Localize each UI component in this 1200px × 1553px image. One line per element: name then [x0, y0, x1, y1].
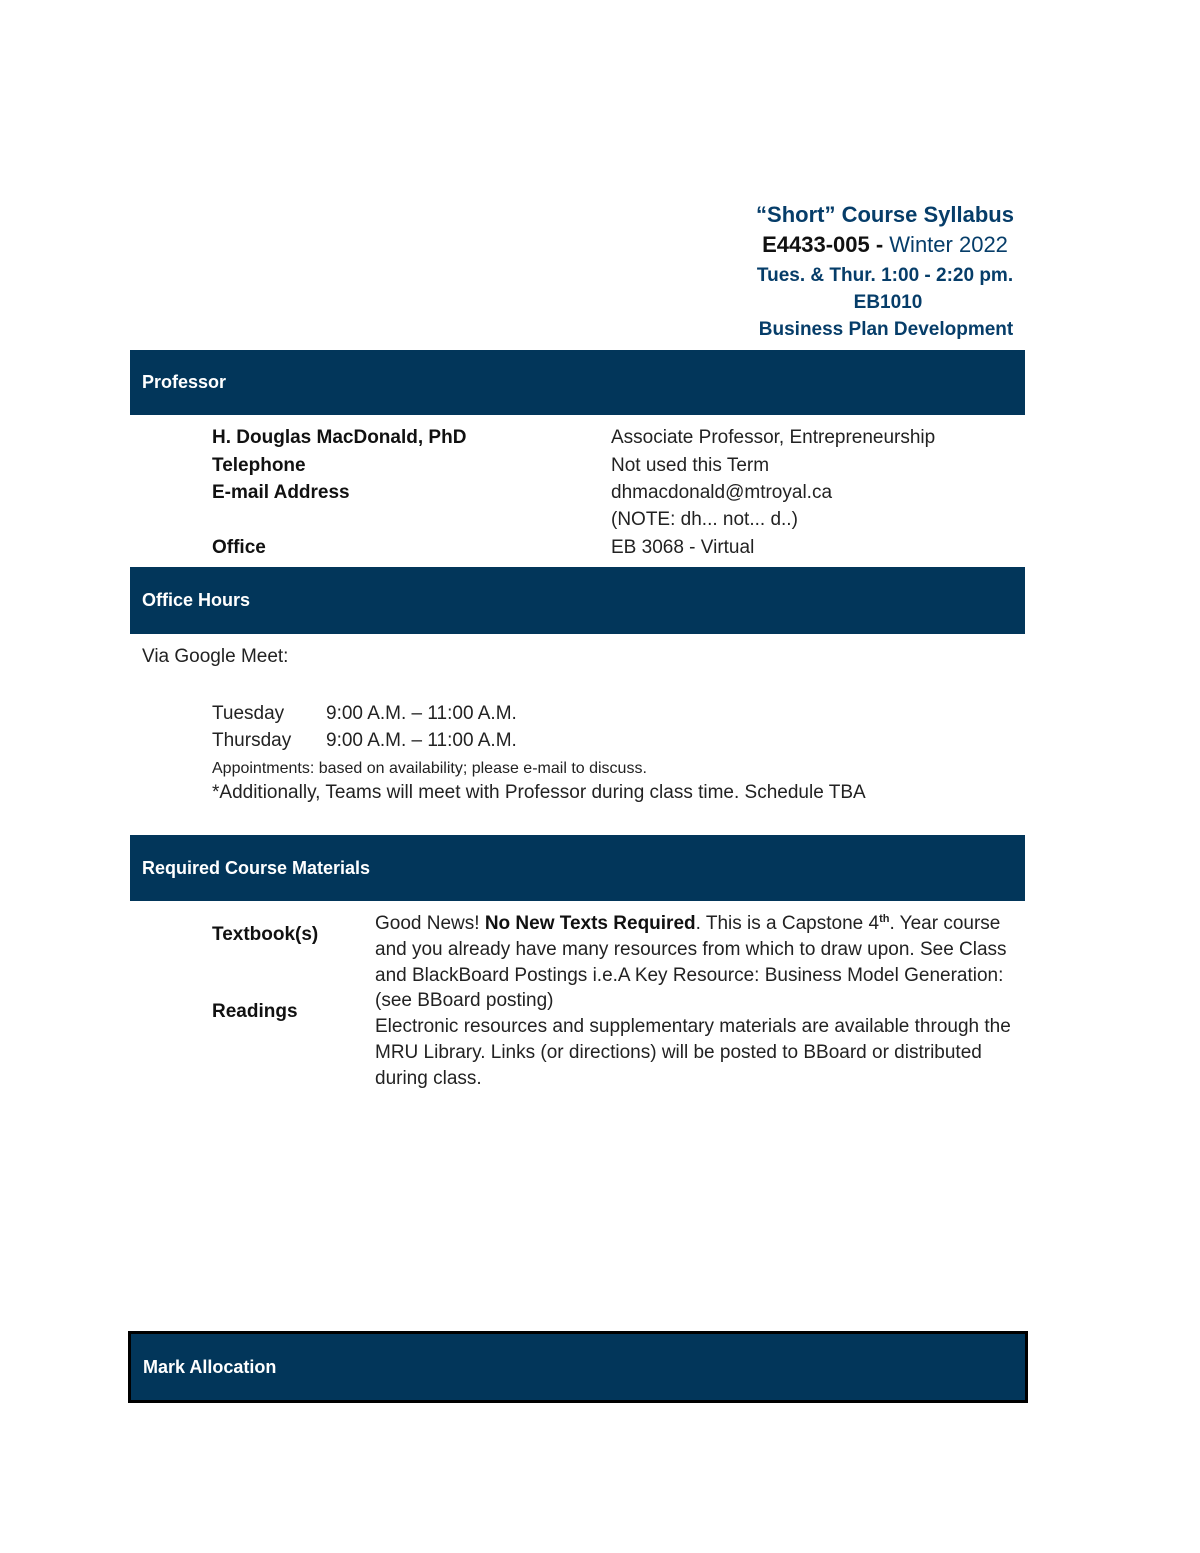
- capstone-text: . This is a Capstone 4: [695, 913, 880, 934]
- office-value: EB 3068 - Virtual: [611, 537, 755, 558]
- professor-name: H. Douglas MacDonald, PhD: [212, 427, 467, 448]
- professor-title: Associate Professor, Entrepreneurship: [611, 427, 936, 448]
- course-code: E4433-005: [762, 232, 870, 257]
- section-header-materials: [130, 835, 1025, 901]
- course-term: Winter 2022: [889, 232, 1008, 257]
- course-code-line: [710, 230, 1060, 260]
- title-quoted-word: “Short”: [756, 202, 836, 227]
- class-schedule: Tues. & Thur. 1:00 - 2:20 pm.: [756, 265, 1014, 286]
- textbook-label: Textbook(s): [212, 924, 319, 945]
- resources-text: . Year course and you already have many resources from which to draw upon. See Class and BlackBoard Postings i.e.A Key Resource: Business Model Generation: (see BBoard posting): [375, 913, 1007, 1012]
- office-hours-day: Tuesday: [212, 703, 285, 724]
- section-title: Professor: [142, 372, 227, 392]
- email-note: (NOTE: dh... not... d..): [611, 509, 798, 530]
- section-header-mark-allocation: [128, 1331, 1028, 1403]
- email-label: E-mail Address: [212, 482, 350, 503]
- office-hours-intro: Via Google Meet:: [142, 646, 289, 667]
- readings-label: Readings: [212, 1001, 298, 1022]
- office-hours-time: 9:00 A.M. – 11:00 A.M.: [326, 730, 517, 751]
- course-name: Business Plan Development: [758, 319, 1014, 340]
- telephone-label: Telephone: [212, 455, 306, 476]
- email-link[interactable]: dhmacdonald@mtroyal.ca: [611, 482, 833, 503]
- title-block: [700, 200, 1060, 344]
- section-title: Mark Allocation: [143, 1356, 277, 1377]
- section-title: Required Course Materials: [142, 857, 371, 878]
- code-dash: -: [869, 232, 890, 257]
- office-label: Office: [212, 537, 266, 558]
- title-rest: Course Syllabus: [835, 202, 1014, 227]
- materials-description: [375, 911, 1035, 1092]
- no-new-texts: No New Texts Required: [484, 913, 696, 934]
- appointments-note: Appointments: based on availability; please e-mail to discuss.: [212, 760, 647, 777]
- syllabus-title: [710, 200, 1060, 230]
- materials-intro: Good News!: [375, 913, 485, 934]
- class-room: EB1010: [853, 292, 923, 313]
- office-hours-time: 9:00 A.M. – 11:00 A.M.: [326, 703, 517, 724]
- electronic-resources: Electronic resources and supplementary materials are available through the MRU Library. Links (or directions) will be posted to BBoard or distributed during class.: [375, 1016, 1011, 1089]
- section-header-professor: [130, 350, 1025, 415]
- telephone-value: Not used this Term: [611, 455, 770, 476]
- ordinal-suffix: th: [879, 913, 890, 925]
- section-header-office-hours: [130, 567, 1025, 634]
- additional-note: *Additionally, Teams will meet with Professor during class time. Schedule TBA: [212, 782, 866, 803]
- office-hours-day: Thursday: [212, 730, 292, 751]
- section-title: Office Hours: [142, 590, 251, 610]
